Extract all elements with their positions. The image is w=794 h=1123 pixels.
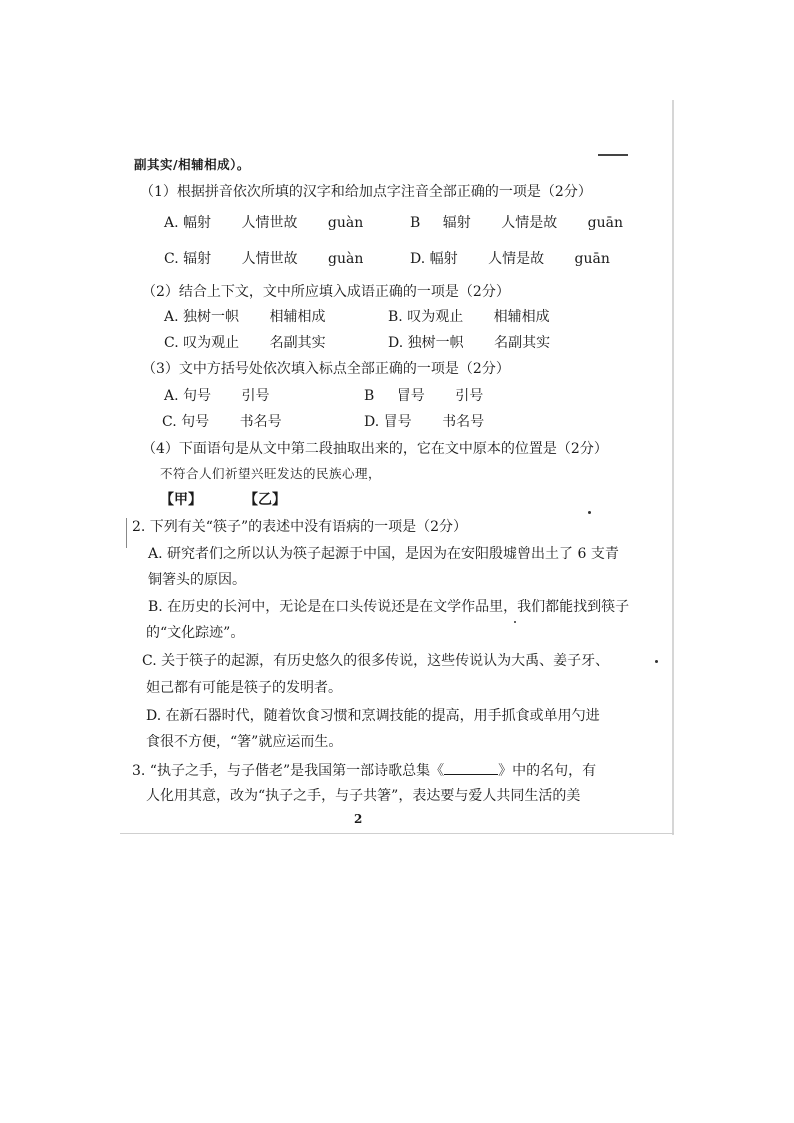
q1-3-option-a	[164, 387, 269, 405]
q2-option-c-line2: 妲己都有可能是筷子的发明者。	[146, 680, 342, 696]
option-letter: D.	[364, 414, 380, 430]
option-part: 引号	[455, 388, 484, 404]
q1-4-stem: （4）下面语句是从文中第二段抽取出来的，它在文中原本的位置是（2分）	[142, 441, 608, 457]
page-edge-right	[672, 100, 674, 835]
q1-2-option-a	[164, 308, 325, 326]
q1-3-option-c	[162, 413, 282, 431]
intro-tail: 副其实/相辅相成）。	[134, 157, 250, 172]
q2-option-c-line1: C. 关于筷子的起源，有历史悠久的很多传说，这些传说认为大禹、姜子牙、	[142, 653, 610, 669]
option-part: guān	[587, 215, 623, 231]
q1-1-option-a	[164, 214, 363, 232]
option-part: 幅射	[429, 251, 458, 267]
option-letter: B	[410, 215, 421, 231]
option-part: 人情世故	[241, 251, 298, 267]
option-part: guàn	[328, 251, 364, 267]
q3-line2: 人化用其意，改为“执子之手，与子共箸”，表达要与爱人共同生活的美	[146, 788, 581, 804]
option-part: 幅射	[183, 215, 212, 231]
option-part: 辐射	[442, 215, 471, 231]
option-part: 书名号	[442, 414, 485, 430]
q3-line1-post: 》中的名句，有	[498, 763, 597, 779]
option-part: 冒号	[396, 388, 425, 404]
q2-stem: 2. 下列有关“筷子”的表述中没有语病的一项是（2分）	[132, 519, 468, 535]
option-letter: B.	[388, 309, 403, 325]
option-part: 名副其实	[269, 335, 326, 351]
option-letter: A.	[164, 309, 179, 325]
q1-1-option-c	[164, 250, 363, 268]
page-edge-bottom	[120, 833, 674, 834]
option-letter: D.	[388, 335, 404, 351]
q1-3-option-b	[364, 387, 483, 405]
option-letter: A.	[164, 388, 179, 404]
page-number: 2	[354, 812, 363, 826]
option-part: 句号	[181, 414, 210, 430]
option-part: 人情世故	[241, 215, 298, 231]
q1-1-option-b	[410, 214, 623, 232]
option-part: 独树一帜	[183, 309, 240, 325]
q2-option-d-line2: 食很不方便，“箸”就应运而生。	[146, 734, 343, 750]
option-part: 人情是故	[488, 251, 545, 267]
option-part: 叹为观止	[183, 335, 240, 351]
option-letter: C.	[162, 414, 177, 430]
option-part: guān	[574, 251, 610, 267]
q1-4-quote: 不符合人们祈望兴旺发达的民族心理，	[160, 466, 382, 481]
q2-option-d-line1: D. 在新石器时代，随着饮食习惯和烹调技能的提高，用手抓食或单用勺进	[146, 708, 600, 724]
q1-2-option-b	[388, 308, 550, 326]
scan-speck	[588, 511, 591, 514]
option-letter: D.	[410, 251, 426, 267]
option-letter: C.	[164, 251, 179, 267]
q2-option-a-line2: 铜箸头的原因。	[148, 572, 246, 588]
margin-mark	[126, 518, 127, 548]
option-part: 名副其实	[494, 335, 551, 351]
q3-line1	[132, 761, 596, 780]
option-part: 相辅相成	[269, 309, 326, 325]
q3-line1-pre: 3. “执子之手，与子偕老”是我国第一部诗歌总集《	[132, 763, 445, 779]
option-part: 冒号	[383, 414, 412, 430]
q2-option-b-line1: B. 在历史的长河中，无论是在口头传说还是在文学作品里，我们都能找到筷子	[148, 599, 630, 615]
scan-speck	[655, 660, 658, 663]
option-letter: A.	[164, 215, 179, 231]
q1-4-choice-jia: 【甲】	[160, 492, 202, 508]
option-part: 书名号	[239, 414, 282, 430]
answer-blank	[444, 761, 498, 775]
q1-2-stem: （2）结合上下文，文中所应填入成语正确的一项是（2分）	[142, 284, 510, 300]
q2-option-a-line1: A. 研究者们之所以认为筷子起源于中国，是因为在安阳殷墟曾出土了 6 支青	[148, 546, 619, 562]
q1-3-stem: （3）文中方括号处依次填入标点全部正确的一项是（2分）	[142, 361, 510, 377]
q1-3-option-d	[364, 413, 484, 431]
q1-1-option-d	[410, 250, 610, 268]
option-part: 引号	[241, 388, 270, 404]
option-part: 句号	[183, 388, 212, 404]
option-part: 辐射	[183, 251, 212, 267]
scan-speck	[514, 621, 516, 623]
q2-option-b-line2: 的“文化踪迹”。	[146, 625, 245, 641]
q1-2-option-c	[164, 334, 326, 352]
q1-1-stem: （1）根据拼音依次所填的汉字和给加点字注音全部正确的一项是（2分）	[140, 184, 592, 200]
option-letter: C.	[164, 335, 179, 351]
q1-2-option-d	[388, 334, 550, 352]
option-part: 叹为观止	[407, 309, 464, 325]
option-part: guàn	[327, 215, 364, 231]
option-part: 相辅相成	[493, 309, 550, 325]
pen-mark	[598, 154, 628, 156]
option-part: 人情是故	[501, 215, 558, 231]
option-letter: B	[364, 388, 375, 404]
q1-4-choice-yi: 【乙】	[244, 492, 286, 508]
option-part: 独树一帜	[407, 335, 464, 351]
